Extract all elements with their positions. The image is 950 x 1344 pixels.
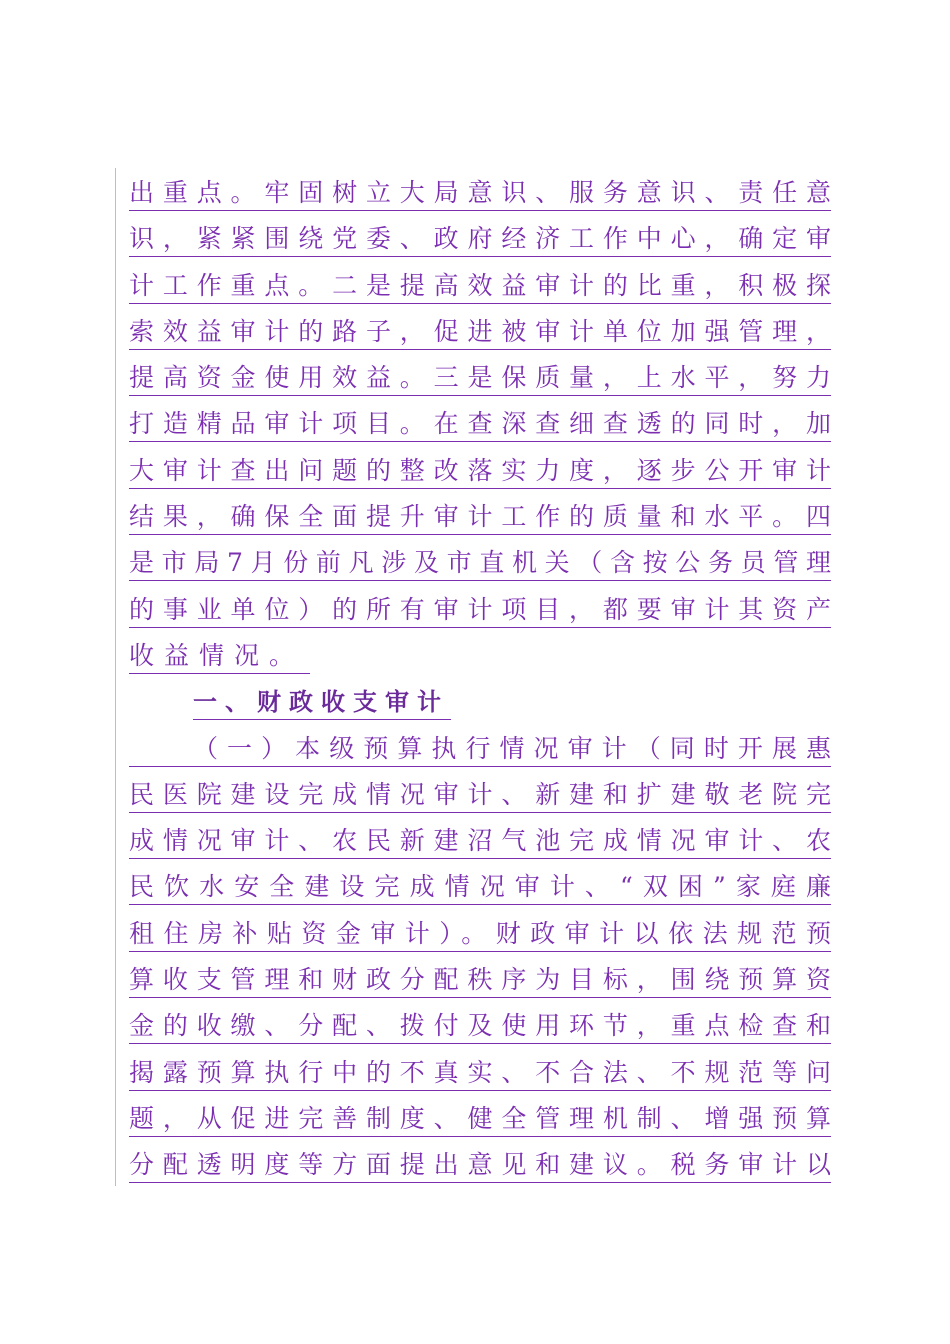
- text-line: [129, 448, 831, 494]
- text-line: [129, 494, 831, 540]
- text-line-content: 租住房补贴资金审计）。财政审计以依法规范预: [129, 911, 831, 952]
- section-heading: [129, 679, 831, 725]
- text-line-content: 的事业单位）的所有审计项目，都要审计其资产: [129, 587, 831, 628]
- text-line-content: 出重点。牢固树立大局意识、服务意识、责任意: [129, 170, 831, 211]
- text-line-content: 民饮水安全建设完成情况审计、“双困”家庭廉: [129, 864, 831, 905]
- text-line-content: 金的收缴、分配、拨付及使用环节，重点检查和: [129, 1003, 831, 1044]
- text-line-content: 大审计查出问题的整改落实力度，逐步公开审计: [129, 448, 831, 489]
- text-line: [129, 540, 831, 586]
- text-line: [129, 772, 831, 818]
- text-line-indented: [129, 726, 831, 772]
- text-line: [129, 309, 831, 355]
- text-line: [129, 170, 831, 216]
- text-line-content: 识，紧紧围绕党委、政府经济工作中心，确定审: [129, 216, 831, 257]
- text-line-content: 分配透明度等方面提出意见和建议。税务审计以: [129, 1142, 831, 1183]
- text-line-content: 成情况审计、农民新建沼气池完成情况审计、农: [129, 818, 831, 859]
- section-heading-text: 一、财政收支审计: [193, 679, 451, 720]
- text-line: [129, 355, 831, 401]
- text-line: [129, 911, 831, 957]
- text-line: [129, 957, 831, 1003]
- text-line-content: 算收支管理和财政分配秩序为目标，围绕预算资: [129, 957, 831, 998]
- text-line: [129, 1050, 831, 1096]
- text-line-content: 题，从促进完善制度、健全管理机制、增强预算: [129, 1096, 831, 1137]
- text-line-content: 提高资金使用效益。三是保质量，上水平，努力: [129, 355, 831, 396]
- text-line-content: 计工作重点。二是提高效益审计的比重，积极探: [129, 263, 831, 304]
- text-line-content: 揭露预算执行中的不真实、不合法、不规范等问: [129, 1050, 831, 1091]
- text-line-content: 打造精品审计项目。在查深查细查透的同时，加: [129, 401, 831, 442]
- text-line-content: 是市局7月份前凡涉及市直机关（含按公务员管理: [129, 540, 831, 581]
- text-line: [129, 401, 831, 447]
- text-line-content: 索效益审计的路子，促进被审计单位加强管理，: [129, 309, 831, 350]
- text-line: [129, 864, 831, 910]
- text-line-paragraph-end: [129, 633, 831, 679]
- text-line: [129, 263, 831, 309]
- text-line-content: 结果，确保全面提升审计工作的质量和水平。四: [129, 494, 831, 535]
- text-line-content: 收益情况。: [129, 633, 310, 674]
- text-line: [129, 1142, 831, 1188]
- text-line: [129, 1096, 831, 1142]
- left-margin-rule: [115, 168, 116, 1186]
- text-line-content: 民医院建设完成情况审计、新建和扩建敬老院完: [129, 772, 831, 813]
- document-body: [129, 170, 831, 1189]
- text-line: [129, 818, 831, 864]
- text-line: [129, 587, 831, 633]
- text-line: [129, 216, 831, 262]
- text-line-content: （一）本级预算执行情况审计（同时开展惠: [129, 726, 831, 767]
- text-line: [129, 1003, 831, 1049]
